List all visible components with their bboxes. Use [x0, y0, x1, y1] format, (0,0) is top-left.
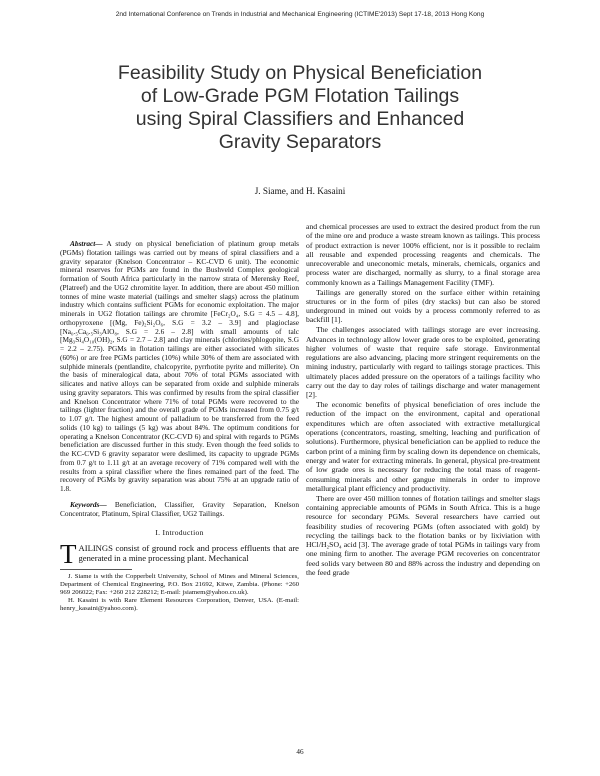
left-column: [60, 240, 299, 613]
intro-text: AILINGS consist of ground rock and process effluents that are generated in a mine processing plant. Mechanical: [78, 543, 299, 564]
footnotes: [60, 573, 299, 613]
body-paragraph: Tailings are generally stored on the surface either within retaining structures or in the form of piles (dry stacks) but can also be stored underground in mined out voids by a process commonly referred to as backfill [1].: [306, 287, 540, 325]
intro-paragraph: [60, 539, 299, 569]
body-paragraph: and chemical processes are used to extract the desired product from the run of the mine ore and produce a waste stream known as tailings. This process of product extraction is never 100% efficient, nor is it possible to reclaim all reusable and expended processing reagents and chemicals. The unrecoverable and uneconomic metals, minerals, chemicals, organics and process water are discharged, normally as slurry, to a final storage area commonly known as a Tailings Management Facility (TMF).: [306, 222, 540, 287]
footnote-item: J. Siame is with the Copperbelt University, School of Mines and Mineral Sciences, Department of Chemical Engineering, P.O. Box 21692, Kitwe, Zambia. (Phone: +260 969 206022; Fax: +260 212 228212; E-mail: jsiamem@yahoo.co.uk).: [60, 573, 299, 597]
body-paragraph: There are over 450 million tonnes of flotation tailings and smelter slags containing appreciable amounts of PGMs in South Africa. This is a huge resource for secondary PGMs. Several researchers have carried out feasibility studies of recovering PGMs (often associated with gold) by recycling the tailings back to the flotation banks or by lixiviation with HCl/H₂SO₄ acid [3]. The average grade of total PGMs in tailings vary from one mining firm to another. The average PGM recoveries on concentrator feed solids vary between 80 and 88% across the industry and depending on the feed grade: [306, 493, 540, 577]
title-line: Feasibility Study on Physical Beneficiation: [117, 62, 483, 84]
keywords-heading: Keywords—: [70, 499, 107, 509]
page-number: 46: [296, 748, 304, 756]
body-paragraph: The economic benefits of physical beneficiation of ores include the reduction of the impact on the environment, capital and operational expenditures which are often associated with extractive metallurgical operations (concentrators, roasting, smelting, leaching and purification of solutions). Furthermore, physical beneficiation can be applied to reduce the carbon print of a mining firm by scaling down its dependence on chemicals, energy and water for extracting minerals. In general, physical pre-treatment of low grade ores is necessary for reducing the total mass of reagent-consuming minerals and other gangue minerals in order to improve metallurgical plant efficiency and productivity.: [306, 400, 540, 493]
running-header: 2nd International Conference on Trends in Industrial and Mechanical Engineering (ICTIME'2013) Sept 17-18, 2013 Hong Kong: [115, 11, 485, 18]
abstract-heading: Abstract—: [70, 239, 103, 248]
footnote-item: H. Kasaini is with Rare Element Resources Corporation, Denver, USA. (E-mail: henry_kasaini@yahoo.com).: [60, 597, 299, 613]
section-heading-introduction: I. Introduction: [155, 528, 204, 538]
title-line: of Low-Grade PGM Flotation Tailings: [140, 85, 460, 107]
abstract-text: A study on physical beneficiation of platinum group metals (PGMs) flotation tailings was carried out by means of spiral classifiers and a gravity separator (Knelson Concentrator – KC-CVD 6 unit). The economic mineral reserves for PGMs are found in the Bushveld Complex geological formation of South Africa particularly in the narrow strata of Merensky Reef, (Platreef) and the UG2 chromitite layer. In addition, there are about 450 million tonnes of mine waste material (tailings and smelter slags) across the platinum industry which contains sufficient PGMs for economic exploitation. The major minerals in UG2 flotation tailings are chromite [FeCr₂O₄, S.G = 4.5 – 4.8], orthopyroxene [(Mg, Fe)₂Si₂O₆, S.G = 3.2 – 3.9] and plagioclase [Na₀.₅Ca₀.₅Si₃AlO₈, S.G = 2.6 – 2.8] with small amounts of talc [Mg₃Si₄O₁₀(OH)₂, S.G = 2.7 – 2.8] and clay minerals (chlorites/phlogopite, S.G = 2.2 – 2.75). PGMs in flotation tailings are either associated with silicates (60%) or are free PGMs particles (10%) while 30% of them are associated with sulphide minerals (pentlandite, chalcopyrite, pyrrhotite pyrite and millerite). On the basis of mineralogical data, about 70% of total PGMs associated with silicates and native alloys can be separated from oxide and sulphide minerals using gravity separators. This was confirmed by results from the spiral classifier and Knelson Concentrator where 71% of total PGMs were recovered to the tailings (lighter fraction) and the overall grade of PGMs increased from 0.75 g/t to 1.07 g/t. The highest amount of palladium to be transferred from the feed solids (10 kg) to tailings (5 kg) was about 84%. The optimum conditions for operating a Knelson Concentrator (KC-CVD 6) and spiral with regards to PGMs beneficiation are discussed further in this study. Even though the feed solids to the KC-CVD 6 gravity separator were deslimed, its capacity to upgrade PGMs from 0.7 g/t to 1.11 g/t at an average recovery of 71% compared well with the results from a spiral classifier where the fines remained part of the feed. The recovery of PGMs by gravity separation was about 75% at an upgrade ratio of 1.8.: [60, 239, 299, 493]
body-paragraph: The challenges associated with tailings storage are ever increasing. Advances in technology allow lower grade ores to be exploited, generating higher volumes of waste that require safe storage. Environmental regulations are also advancing, placing more stringent requirements on the mining industry, particularly with regard to tailings storage practices. This ultimately places added pressure on the operators of a tailings facility who carry out the day to day roles of tailings discharge and water management [2].: [306, 325, 540, 400]
title-line: Gravity Separators: [218, 131, 382, 153]
keywords: [60, 501, 299, 519]
author-list: J. Siame, and H. Kasaini: [254, 186, 346, 196]
keywords-text: Beneficiation, Classifier, Gravity Separation, Knelson Concentrator, Platinum, Spiral Classifier, UG2 Tailings.: [60, 499, 299, 518]
title-line: using Spiral Classifiers and Enhanced: [135, 108, 465, 130]
footnote-rule: [60, 569, 132, 570]
drop-cap: T: [60, 539, 77, 569]
paper-title: [60, 62, 540, 154]
right-column: [306, 222, 540, 577]
abstract: [60, 240, 299, 494]
